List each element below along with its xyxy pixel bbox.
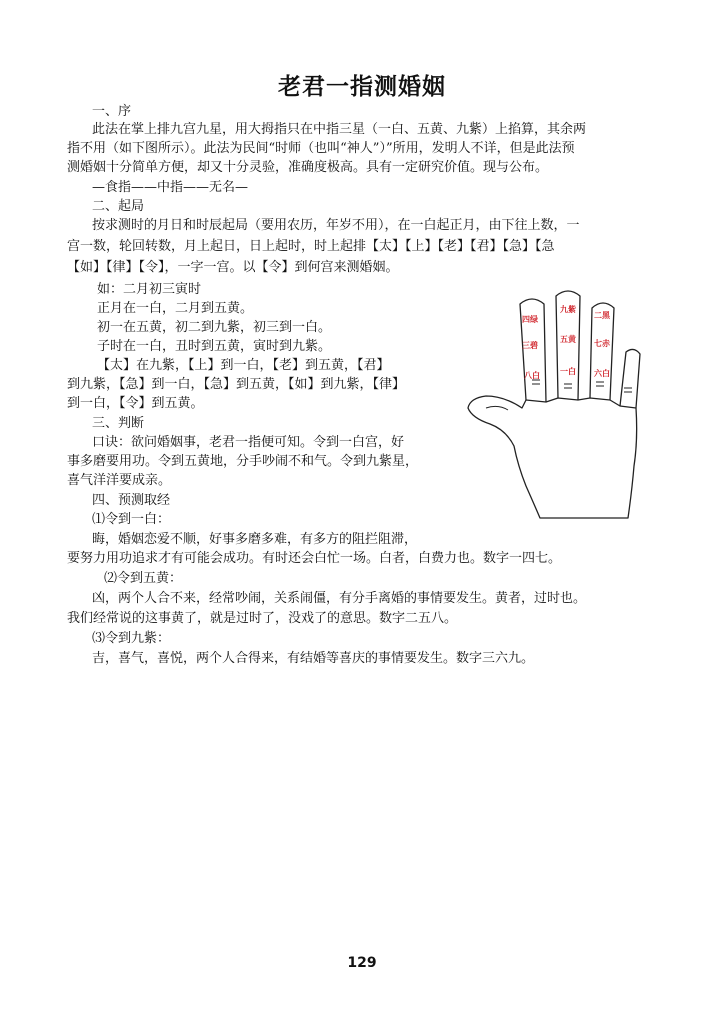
example-line: 到九紫，【急】到一白，【急】到五黄，【如】到九紫，【律】 xyxy=(67,377,406,392)
palm-diagram xyxy=(458,290,658,535)
example-line: 到一白，【令】到五黄。 xyxy=(67,396,204,411)
page-number: 129 xyxy=(347,955,377,971)
label-seven-red: 七赤 xyxy=(594,339,610,348)
subheading-five-yellow: ⑵令到五黄： xyxy=(104,571,183,586)
label-nine-purple: 九紫 xyxy=(560,305,576,314)
example-line: 初一在五黄，初二到九紫，初三到一白。 xyxy=(97,320,332,335)
label-three-jade: 三碧 xyxy=(522,341,538,350)
paragraph-line: 凶，两个人合不来，经常吵闹，关系闹僵，有分手离婚的事情要发生。黄者，过时也。 xyxy=(92,591,587,606)
label-one-white: 一白 xyxy=(560,367,576,376)
finger-caption: —食指——中指——无名— xyxy=(92,180,249,195)
page-title: 老君一指测婚姻 xyxy=(278,74,446,100)
paragraph-line: 指不用（如下图所示）。此法为民间“时师（也叫“神人”）”所用，发明人不详，但是此法预 xyxy=(67,141,575,156)
subheading-nine-purple: ⑶令到九紫： xyxy=(92,631,171,646)
paragraph-line: 【如】【律】【令】，一字一宫。以【令】到何宫来测婚姻。 xyxy=(67,260,399,275)
verse-line: 事多磨要用功。令到五黄地，分手吵闹不和气。令到九紫星， xyxy=(67,454,419,469)
paragraph-line: 晦，婚姻恋爱不顺，好事多磨多难，有多方的阻拦阻滞， xyxy=(92,532,418,547)
verse-line: 喜气洋洋要成亲。 xyxy=(67,473,172,488)
example-heading: 如：二月初三寅时 xyxy=(97,282,202,297)
section-heading-setup: 二、起局 xyxy=(92,199,145,214)
label-five-yellow: 五黄 xyxy=(560,335,576,344)
paragraph-line: 宫一数，轮回转数，月上起日，日上起时，时上起排【太】【上】【老】【君】【急】【急 xyxy=(67,239,555,254)
paragraph-line: 吉，喜气，喜悦，两个人合得来，有结婚等喜庆的事情要发生。数字三六九。 xyxy=(92,651,535,666)
paragraph-line: 按求测时的月日和时辰起局（要用农历，年岁不用），在一白起正月，由下往上数，一 xyxy=(92,218,580,233)
example-line: 子时在一白，丑时到五黄，寅时到九紫。 xyxy=(97,339,332,354)
example-line: 正月在一白，二月到五黄。 xyxy=(97,301,254,316)
paragraph-line: 测婚姻十分简单方便，却又十分灵验，准确度极高。具有一定研究价值。现与公布。 xyxy=(67,160,549,175)
label-eight-white: 八白 xyxy=(524,371,540,380)
example-line: 【太】在九紫，【上】到一白，【老】到五黄，【君】 xyxy=(97,358,390,373)
section-heading-preface: 一、序 xyxy=(92,104,132,119)
paragraph-line: 要努力用功追求才有可能会成功。有时还会白忙一场。白者，白费力也。数字一四七。 xyxy=(67,551,562,566)
label-six-white: 六白 xyxy=(594,369,610,378)
paragraph-line: 此法在掌上排九宫九星，用大拇指只在中指三星（一白、五黄、九紫）上掐算，其余两 xyxy=(92,122,587,137)
section-heading-judgement: 三、判断 xyxy=(92,416,145,431)
label-two-black: 二黑 xyxy=(594,311,610,320)
label-four-green: 四绿 xyxy=(522,315,538,324)
verse-line: 口诀：欲问婚姻事，老君一指便可知。令到一白宫，好 xyxy=(92,435,405,450)
subheading-one-white: ⑴令到一白： xyxy=(92,512,171,527)
section-heading-prediction: 四、预测取经 xyxy=(92,493,171,508)
paragraph-line: 我们经常说的这事黄了，就是过时了，没戏了的意思。数字二五八。 xyxy=(67,611,458,626)
